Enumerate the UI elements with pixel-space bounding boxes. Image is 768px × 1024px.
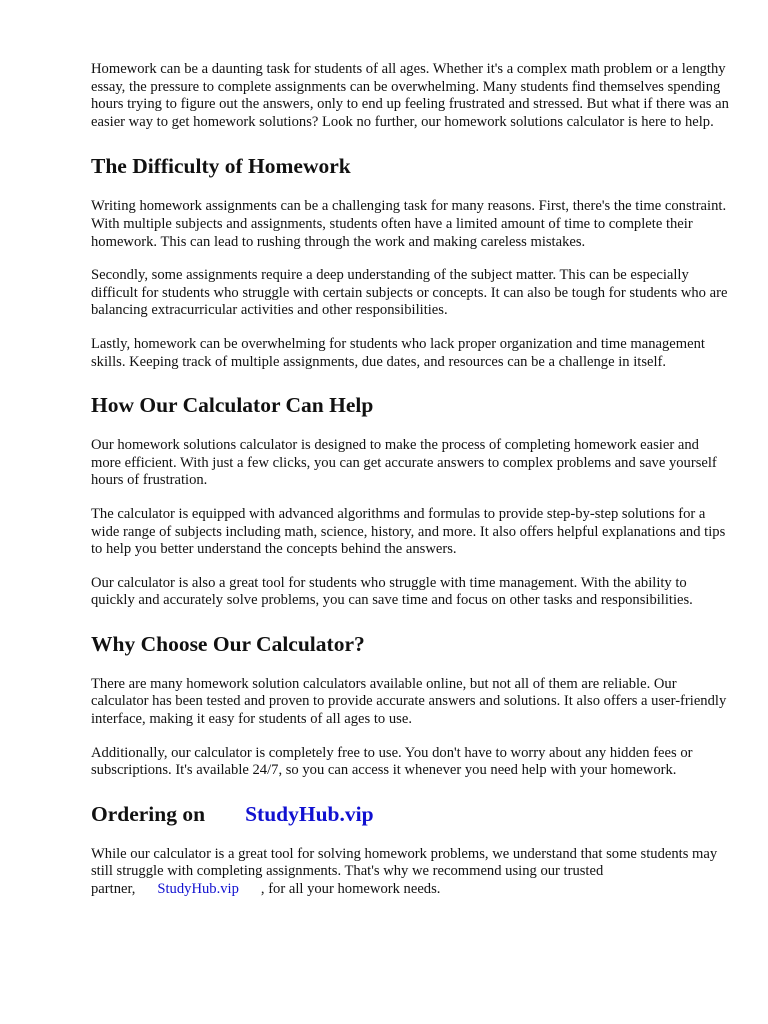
paragraph-help-2: The calculator is equipped with advanced algorithms and formulas to provide step-by-step solutions for a wide range of subjects including math, science, history, and more. It also offers helpful explanations and tips to help you better understand the concepts behind the answers. [91, 505, 726, 558]
studyhub-inline-link[interactable]: StudyHub.vip [157, 881, 239, 898]
heading-ordering [91, 801, 731, 827]
heading-why-choose: Why Choose Our Calculator? [91, 631, 365, 656]
heading-difficulty-of-homework: The Difficulty of Homework [91, 154, 351, 179]
ordering-text-before: While our calculator is a great tool for solving homework problems, we understand that some students may still struggle with completing assignments. That's why we recommend using our trusted partner, [91, 845, 718, 898]
paragraph-difficulty-1: Writing homework assignments can be a challenging task for many reasons. First, there's the time constraint. With multiple subjects and assignments, students often have a limited amount of time to complete their homework. This can lead to rushing through the work and making careless mistakes. [91, 198, 727, 250]
paragraph-ordering [91, 846, 731, 899]
heading-ordering-prefix: Ordering on [91, 801, 206, 826]
intro-paragraph: Homework can be a daunting task for students of all ages. Whether it's a complex math problem or a lengthy essay, the pressure to complete assignments can be overwhelming. Many students find themselves spending hours trying to figure out the answers, only to end up feeling frustrated and stressed. But what if there was an easier way to get homework solutions? Look no further, our homework solutions calculator is here to help. [91, 61, 729, 130]
ordering-text-after: , for all your homework needs. [260, 881, 441, 898]
paragraph-why-1: There are many homework solution calculators available online, but not all of them are reliable. Our calculator has been tested and proven to provide accurate answers and solutions. It also offers a user-friendly interface, making it easy for students of all ages to use. [91, 675, 727, 728]
studyhub-heading-link[interactable]: StudyHub.vip [245, 801, 374, 826]
paragraph-why-2: Additionally, our calculator is completely free to use. You don't have to worry about any hidden fees or subscriptions. It's available 24/7, so you can access it whenever you need help with your homework. [91, 744, 693, 779]
paragraph-help-1: Our homework solutions calculator is designed to make the process of completing homework easier and more efficient. With just a few clicks, you can get accurate answers to complex problems and save yourself hours of frustration. [91, 437, 717, 489]
paragraph-help-3: Our calculator is also a great tool for students who struggle with time management. With the ability to quickly and accurately solve problems, you can save time and focus on other tasks and responsibilities. [91, 574, 693, 609]
heading-how-calculator-helps: How Our Calculator Can Help [91, 393, 374, 418]
paragraph-difficulty-3: Lastly, homework can be overwhelming for students who lack proper organization and time management skills. Keeping track of multiple assignments, due dates, and resources can be a challenge in itself. [91, 335, 705, 370]
paragraph-difficulty-2: Secondly, some assignments require a deep understanding of the subject matter. This can be especially difficult for students who struggle with certain subjects or concepts. It can also be tough for students who are balancing extracurricular activities and other responsibilities. [91, 267, 728, 319]
document-body [91, 61, 731, 899]
